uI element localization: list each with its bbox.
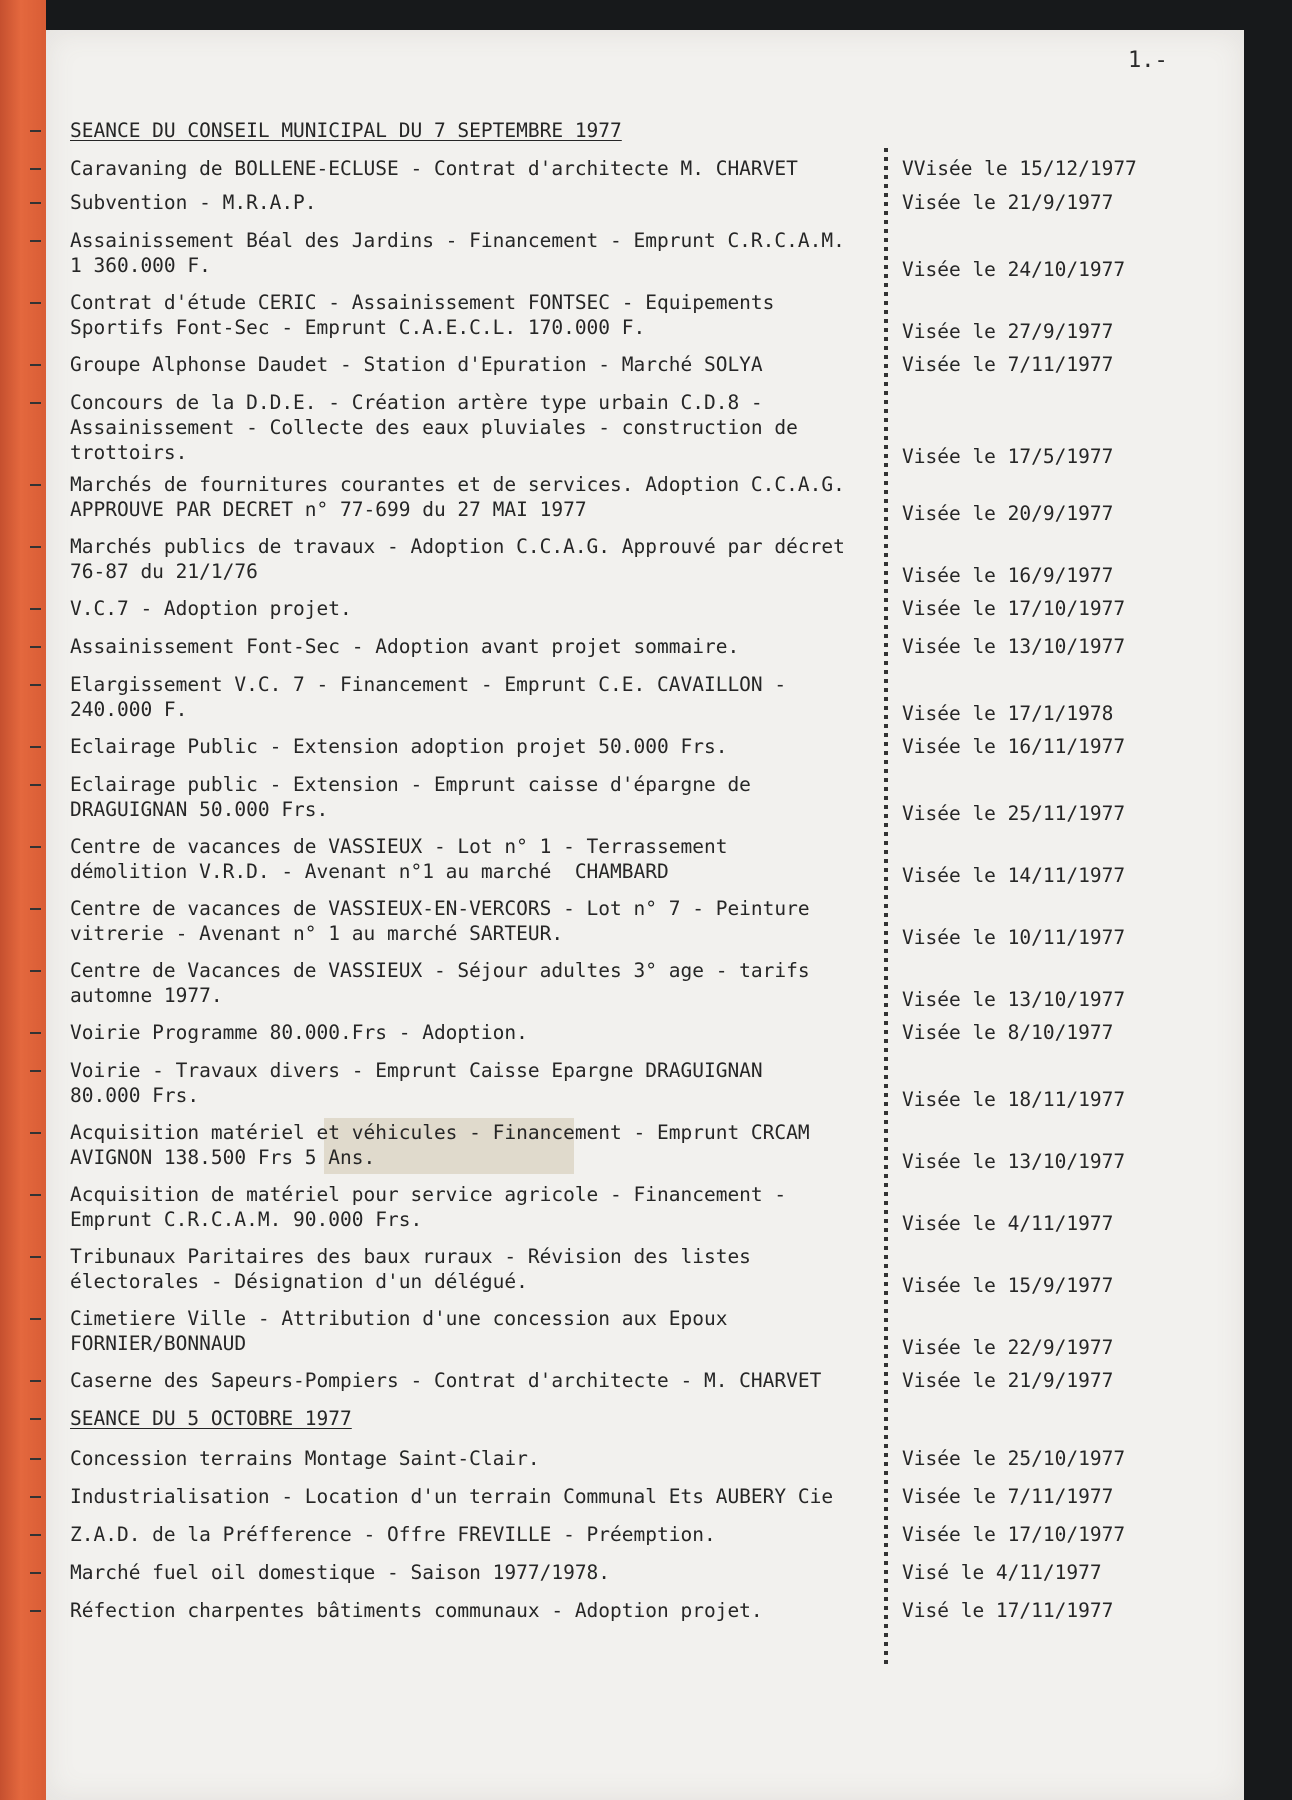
entry-subject: Groupe Alphonse Daudet - Station d'Epuration - Marché SOLYA xyxy=(70,353,763,376)
margin-dash-mark xyxy=(30,846,41,848)
visa-date: Visée le 18/11/1977 xyxy=(902,1088,1126,1111)
margin-dash-mark xyxy=(30,784,41,786)
visa-date: Visé le 17/11/1977 xyxy=(902,1599,1114,1622)
visa-date: Visée le 22/9/1977 xyxy=(902,1336,1114,1359)
margin-dash-mark xyxy=(30,1070,41,1072)
deliberation-entry xyxy=(70,472,890,522)
visa-date: Visée le 14/11/1977 xyxy=(902,864,1126,887)
visa-date: VVisée le 15/12/1977 xyxy=(902,157,1137,180)
entry-subject: Centre de vacances de VASSIEUX-EN-VERCORS - Lot n° 7 - Peinture vitrerie - Avenant n° 1 au marché SARTEUR. xyxy=(70,897,810,945)
visa-date: Visée le 16/11/1977 xyxy=(902,735,1126,758)
visa-date: Visée le 20/9/1977 xyxy=(902,502,1114,525)
margin-dash-mark xyxy=(30,1610,41,1612)
deliberation-entry xyxy=(70,634,890,659)
visa-date: Visée le 27/9/1977 xyxy=(902,320,1114,343)
entry-subject: Elargissement V.C. 7 - Financement - Emprunt C.E. CAVAILLON - 240.000 F. xyxy=(70,673,787,721)
session-heading xyxy=(70,118,890,143)
entry-subject: Acquisition matériel et véhicules - Financement - Emprunt CRCAM AVIGNON 138.500 Frs 5 Ans. xyxy=(70,1121,810,1169)
visa-date: Visée le 21/9/1977 xyxy=(902,191,1114,214)
margin-dash-mark xyxy=(30,1534,41,1536)
deliberation-entry xyxy=(70,596,890,621)
deliberation-entry xyxy=(70,228,890,278)
entry-subject: V.C.7 - Adoption projet. xyxy=(70,597,352,620)
deliberation-entry xyxy=(70,1120,890,1170)
entry-subject: Centre de vacances de VASSIEUX - Lot n° 1 - Terrassement démolition V.R.D. - Avenant n°1 au marché CHAMBARD xyxy=(70,835,728,883)
deliberation-entry xyxy=(70,156,890,181)
margin-dash-mark xyxy=(30,1318,41,1320)
session-heading xyxy=(70,1406,890,1431)
deliberation-entry xyxy=(70,672,890,722)
deliberation-entry xyxy=(70,772,890,822)
entry-subject: Caravaning de BOLLENE-ECLUSE - Contrat d'architecte M. CHARVET xyxy=(70,157,798,180)
visa-date: Visée le 15/9/1977 xyxy=(902,1274,1114,1297)
entry-subject: Marché fuel oil domestique - Saison 1977/1978. xyxy=(70,1561,611,1584)
margin-dash-mark xyxy=(30,240,41,242)
entry-subject: Eclairage Public - Extension adoption projet 50.000 Frs. xyxy=(70,735,728,758)
entry-subject: Tribunaux Paritaires des baux ruraux - Révision des listes électorales - Désignation d'un délégué. xyxy=(70,1245,751,1293)
deliberation-entry xyxy=(70,1020,890,1045)
deliberation-entry xyxy=(70,290,890,340)
deliberation-entry xyxy=(70,958,890,1008)
visa-date: Visée le 13/10/1977 xyxy=(902,1150,1126,1173)
visa-date: Visée le 17/1/1978 xyxy=(902,702,1114,725)
margin-dash-mark xyxy=(30,1032,41,1034)
deliberation-entry xyxy=(70,534,890,584)
page-number: 1.- xyxy=(1128,48,1168,73)
entry-subject: Subvention - M.R.A.P. xyxy=(70,191,317,214)
visa-date: Visée le 16/9/1977 xyxy=(902,564,1114,587)
session-title: SEANCE DU CONSEIL MUNICIPAL DU 7 SEPTEMBRE 1977 xyxy=(70,119,622,142)
entry-subject: Industrialisation - Location d'un terrain Communal Ets AUBERY Cie xyxy=(70,1485,834,1508)
entry-subject: Acquisition de matériel pour service agricole - Financement - Emprunt C.R.C.A.M. 90.000 Frs. xyxy=(70,1183,787,1231)
deliberation-entry xyxy=(70,1182,890,1232)
margin-dash-mark xyxy=(30,746,41,748)
visa-date: Visée le 25/11/1977 xyxy=(902,802,1126,825)
visa-date: Visée le 21/9/1977 xyxy=(902,1369,1114,1392)
margin-dash-mark xyxy=(30,130,41,132)
margin-dash-mark xyxy=(30,1256,41,1258)
deliberation-entry xyxy=(70,896,890,946)
margin-dash-mark xyxy=(30,608,41,610)
margin-dash-mark xyxy=(30,402,41,404)
deliberation-entry xyxy=(70,1368,890,1393)
visa-date: Visée le 25/10/1977 xyxy=(902,1447,1126,1470)
orange-binding-strip xyxy=(0,0,46,1800)
margin-dash-mark xyxy=(30,168,41,170)
entry-subject: Caserne des Sapeurs-Pompiers - Contrat d'architecte - M. CHARVET xyxy=(70,1369,822,1392)
deliberation-entry xyxy=(70,1560,890,1585)
session-title: SEANCE DU 5 OCTOBRE 1977 xyxy=(70,1407,352,1430)
entry-subject: Centre de Vacances de VASSIEUX - Séjour adultes 3° age - tarifs automne 1977. xyxy=(70,959,810,1007)
entry-subject: Marchés de fournitures courantes et de services. Adoption C.C.A.G. APPROUVE PAR DECRET n° 77-699 du 27 MAI 1977 xyxy=(70,473,845,521)
deliberation-entry xyxy=(70,390,890,465)
margin-dash-mark xyxy=(30,684,41,686)
margin-dash-mark xyxy=(30,1380,41,1382)
deliberation-entry xyxy=(70,1058,890,1108)
deliberation-entry xyxy=(70,190,890,215)
margin-dash-mark xyxy=(30,1572,41,1574)
margin-dash-mark xyxy=(30,1458,41,1460)
entry-subject: Concession terrains Montage Saint-Clair. xyxy=(70,1447,540,1470)
entry-subject: Concours de la D.D.E. - Création artère type urbain C.D.8 - Assainissement - Collecte des eaux pluviales - construction de trottoirs. xyxy=(70,391,798,464)
deliberation-entry xyxy=(70,1244,890,1294)
visa-date: Visée le 24/10/1977 xyxy=(902,258,1126,281)
deliberation-entry xyxy=(70,1522,890,1547)
margin-dash-mark xyxy=(30,484,41,486)
deliberation-entry xyxy=(70,1484,890,1509)
margin-dash-mark xyxy=(30,546,41,548)
visa-date: Visée le 4/11/1977 xyxy=(902,1212,1114,1235)
visa-date: Visée le 7/11/1977 xyxy=(902,1485,1114,1508)
deliberation-entry xyxy=(70,834,890,884)
visa-date: Visée le 17/5/1977 xyxy=(902,445,1114,468)
visa-date: Visée le 8/10/1977 xyxy=(902,1021,1114,1044)
entry-subject: Assainissement Béal des Jardins - Financement - Emprunt C.R.C.A.M. 1 360.000 F. xyxy=(70,229,845,277)
visa-date: Visée le 10/11/1977 xyxy=(902,926,1126,949)
visa-date: Visée le 17/10/1977 xyxy=(902,597,1126,620)
deliberation-entry xyxy=(70,734,890,759)
visa-date: Visée le 17/10/1977 xyxy=(902,1523,1126,1546)
margin-dash-mark xyxy=(30,202,41,204)
margin-dash-mark xyxy=(30,364,41,366)
deliberation-entry xyxy=(70,352,890,377)
entry-subject: Marchés publics de travaux - Adoption C.C.A.G. Approuvé par décret 76-87 du 21/1/76 xyxy=(70,535,845,583)
entry-subject: Assainissement Font-Sec - Adoption avant projet sommaire. xyxy=(70,635,740,658)
margin-dash-mark xyxy=(30,908,41,910)
entry-subject: Voirie Programme 80.000.Frs - Adoption. xyxy=(70,1021,528,1044)
deliberation-entry xyxy=(70,1446,890,1471)
entry-subject: Z.A.D. de la Préfference - Offre FREVILLE - Préemption. xyxy=(70,1523,716,1546)
visa-date: Visé le 4/11/1977 xyxy=(902,1561,1102,1584)
visa-date: Visée le 7/11/1977 xyxy=(902,353,1114,376)
margin-dash-mark xyxy=(30,1132,41,1134)
visa-date: Visée le 13/10/1977 xyxy=(902,635,1126,658)
entry-subject: Eclairage public - Extension - Emprunt caisse d'épargne de DRAGUIGNAN 50.000 Frs. xyxy=(70,773,751,821)
margin-dash-mark xyxy=(30,1194,41,1196)
deliberation-entry xyxy=(70,1598,890,1623)
entry-subject: Réfection charpentes bâtiments communaux - Adoption projet. xyxy=(70,1599,763,1622)
margin-dash-mark xyxy=(30,1496,41,1498)
margin-dash-mark xyxy=(30,302,41,304)
visa-date: Visée le 13/10/1977 xyxy=(902,988,1126,1011)
margin-dash-mark xyxy=(30,970,41,972)
margin-dash-mark xyxy=(30,1418,41,1420)
margin-dash-mark xyxy=(30,646,41,648)
entry-subject: Cimetiere Ville - Attribution d'une concession aux Epoux FORNIER/BONNAUD xyxy=(70,1307,728,1355)
entry-subject: Contrat d'étude CERIC - Assainissement FONTSEC - Equipements Sportifs Font-Sec - Emprunt C.A.E.C.L. 170.000 F. xyxy=(70,291,775,339)
entry-subject: Voirie - Travaux divers - Emprunt Caisse Epargne DRAGUIGNAN 80.000 Frs. xyxy=(70,1059,763,1107)
deliberation-entry xyxy=(70,1306,890,1356)
